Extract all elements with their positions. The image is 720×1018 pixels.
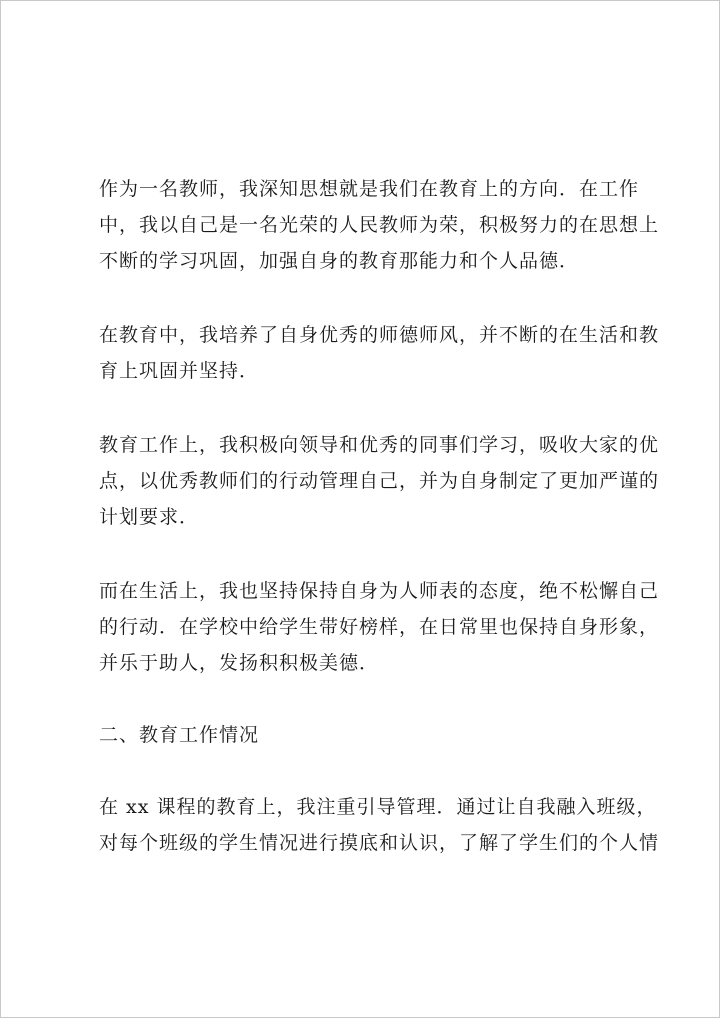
section-heading: 二、教育工作情况 [99, 724, 260, 746]
paragraph-ideology [99, 171, 660, 279]
text-line: 不断的学习巩固，加强自身的教育那能力和个人品德． [99, 250, 580, 272]
text-line: 而在生活上，我也坚持保持自身为人师表的态度，绝不松懈自己 [99, 580, 660, 602]
text-line: 在教育中，我培养了自身优秀的师德师风，并不断的在生活和教 [99, 324, 660, 346]
paragraph-ethics [99, 317, 660, 389]
text-line: 作为一名教师，我深知思想就是我们在教育上的方向．在工作 [99, 178, 640, 200]
paragraph-life [99, 573, 660, 681]
text-line: 教育工作上，我积极向领导和优秀的同事们学习，吸收大家的优 [99, 434, 660, 456]
text-line: 并乐于助人，发扬积积极美德． [99, 652, 380, 674]
text-line: 育上巩固并坚持． [99, 360, 260, 382]
paragraph-teaching [99, 789, 660, 861]
paragraph-learning [99, 427, 660, 535]
paragraph-spacer [99, 279, 639, 317]
paragraph-spacer [99, 753, 639, 789]
text-line: 点，以优秀教师们的行动管理自己，并为自身制定了更加严谨的 [99, 470, 660, 492]
text-line: 的行动．在学校中给学生带好榜样，在日常里也保持自身形象， [99, 616, 660, 638]
paragraph-spacer [99, 681, 639, 717]
text-line: 在 xx 课程的教育上，我注重引导管理．通过让自我融入班级， [99, 796, 657, 818]
text-line: 对每个班级的学生情况进行摸底和认识，了解了学生们的个人情 [99, 832, 660, 854]
paragraph-spacer [99, 535, 639, 573]
paragraph-spacer [99, 389, 639, 427]
document-body [99, 171, 660, 861]
text-line: 中，我以自己是一名光荣的人民教师为荣，积极努力的在思想上 [99, 214, 660, 236]
text-line: 计划要求． [99, 506, 200, 528]
